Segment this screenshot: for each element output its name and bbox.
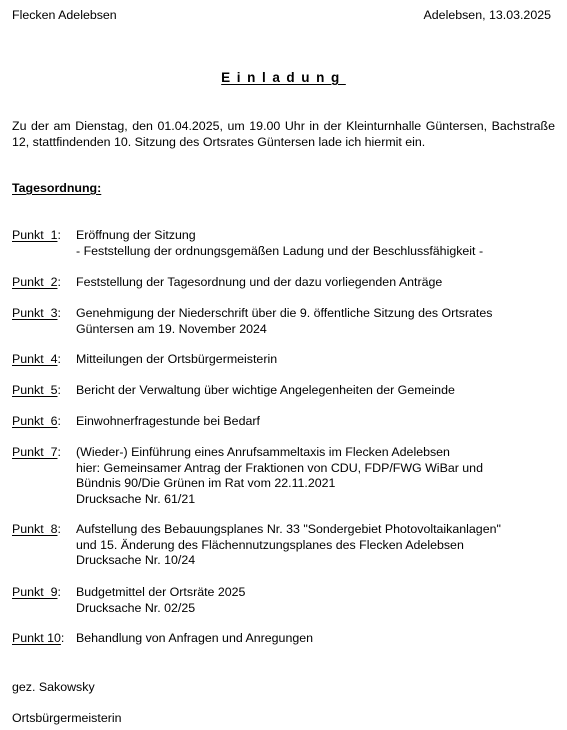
agenda-item-number: Punkt 7:	[12, 445, 61, 459]
agenda-item-line: Güntersen am 19. November 2024	[76, 321, 267, 336]
agenda-item-text	[76, 228, 557, 259]
agenda-item-number: Punkt 1:	[12, 228, 61, 242]
agenda-item-line: hier: Gemeinsamer Antrag der Fraktionen von CDU, FDP/FWG WiBar und	[76, 460, 483, 475]
agenda-item	[12, 631, 557, 647]
document-title: Einladung	[221, 70, 346, 85]
agenda-item-line: Budgetmittel der Ortsräte 2025	[76, 585, 246, 599]
agenda-item	[12, 414, 557, 430]
agenda-item-text	[76, 383, 557, 399]
agenda-item-line: Mitteilungen der Ortsbürgermeisterin	[76, 352, 278, 366]
agenda-item-number: Punkt 2:	[12, 275, 61, 289]
agenda-item-text	[76, 352, 557, 368]
agenda-item-line: Genehmigung der Niederschrift über die 9. öffentliche Sitzung des Ortsrates	[76, 306, 493, 320]
agenda-item-number-text: Punkt 5	[12, 383, 58, 397]
agenda-item-number-text: Punkt 9	[12, 585, 58, 599]
agenda-item-number-text: Punkt 7	[12, 445, 58, 459]
agenda-item	[12, 228, 557, 259]
agenda-item	[12, 585, 557, 616]
agenda-item-line: - Feststellung der ordnungsgemäßen Ladung und der Beschlussfähigkeit -	[76, 243, 484, 258]
agenda-item-number-text: Punkt 2	[12, 275, 58, 289]
agenda-item	[12, 352, 557, 368]
agenda-item-number: Punkt 9:	[12, 585, 61, 599]
organization-name: Flecken Adelebsen	[12, 8, 117, 22]
agenda-item-number-text: Punkt 8	[12, 522, 58, 536]
agenda-item-text	[76, 414, 557, 430]
agenda-item	[12, 275, 557, 291]
agenda-item-number: Punkt 4:	[12, 352, 61, 366]
agenda-item-number: Punkt 5:	[12, 383, 61, 397]
intro-paragraph: Zu der am Dienstag, den 01.04.2025, um 19.00 Uhr in der Kleinturnhalle Güntersen, Bachstraße 12, stattfindenden 10. Sitzung des Ortsrates Güntersen lade ich hiermit ein.	[12, 119, 555, 149]
agenda-item-number: Punkt 3:	[12, 306, 61, 320]
agenda-item-line: Feststellung der Tagesordnung und der dazu vorliegenden Anträge	[76, 275, 443, 289]
agenda-item-number-text: Punkt 6	[12, 414, 58, 428]
agenda-item	[12, 522, 557, 569]
agenda-item-line: (Wieder-) Einführung eines Anrufsammeltaxis im Flecken Adelebsen	[76, 445, 450, 459]
agenda-item-line: Drucksache Nr. 61/21	[76, 491, 196, 506]
agenda-item-number: Punkt 6:	[12, 414, 61, 428]
agenda-item	[12, 445, 557, 507]
agenda-heading: Tagesordnung:	[12, 181, 102, 195]
agenda-item-number: Punkt 8:	[12, 522, 61, 536]
agenda-item-number: Punkt 10:	[12, 631, 65, 645]
agenda-item-text	[76, 275, 557, 291]
agenda-item-line: und 15. Änderung des Flächennutzungsplanes des Flecken Adelebsen	[76, 537, 464, 552]
agenda-item-line: Eröffnung der Sitzung	[76, 228, 196, 242]
signature: gez. Sakowsky	[12, 680, 95, 694]
agenda-item-number-text: Punkt 3	[12, 306, 58, 320]
place-date: Adelebsen, 13.03.2025	[423, 8, 551, 22]
agenda-item-text	[76, 306, 557, 337]
agenda-item-line: Behandlung von Anfragen und Anregungen	[76, 631, 314, 645]
agenda-item-text	[76, 585, 557, 616]
agenda-item-line: Bericht der Verwaltung über wichtige Angelegenheiten der Gemeinde	[76, 383, 455, 397]
agenda-item-line: Aufstellung des Bebauungsplanes Nr. 33 "Sondergebiet Photovoltaikanlagen"	[76, 522, 501, 536]
agenda-item-line: Drucksache Nr. 10/24	[76, 553, 196, 567]
agenda-item-number-text: Punkt 1	[12, 228, 58, 242]
agenda-item-text	[76, 631, 557, 647]
signer-role: Ortsbürgermeisterin	[12, 711, 122, 725]
agenda-item	[12, 383, 557, 399]
agenda-item-line: Bündnis 90/Die Grünen im Rat vom 22.11.2021	[76, 476, 336, 490]
agenda-item-text	[76, 522, 557, 569]
agenda-item-text	[76, 445, 557, 507]
agenda-item	[12, 306, 557, 337]
agenda-item-number-text: Punkt 4	[12, 352, 58, 366]
agenda-item-number-text: Punkt 10	[12, 631, 61, 645]
agenda-item-line: Drucksache Nr. 02/25	[76, 600, 196, 615]
agenda-item-line: Einwohnerfragestunde bei Bedarf	[76, 414, 260, 428]
